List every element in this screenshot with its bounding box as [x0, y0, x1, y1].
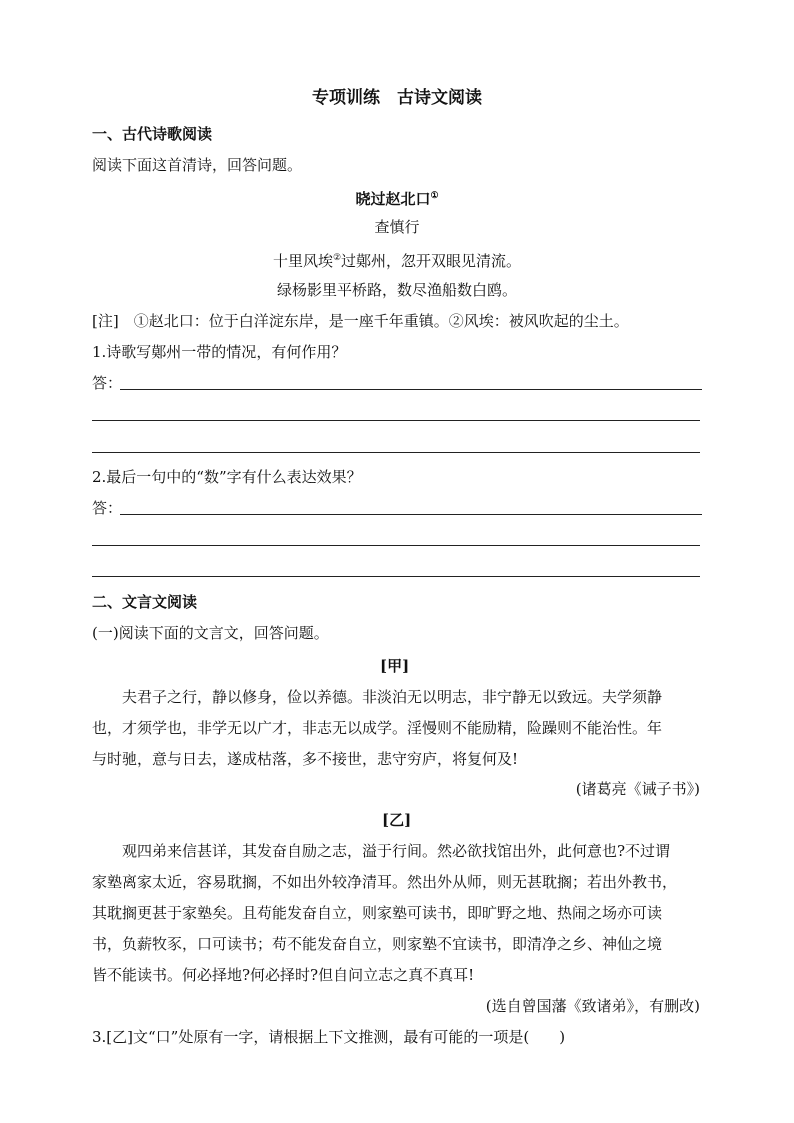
section2-intro: (一)阅读下面的文言文，回答问题。 — [92, 624, 329, 642]
poem-line-1-start: 十里风埃 — [272, 252, 333, 270]
passage-yi-line: 其耽搁更甚于家塾矣。且苟能发奋自立，则家塾可读书，即旷野之地、热闹之场亦可读 — [92, 904, 663, 922]
page-title: 专项训练 古诗文阅读 — [312, 88, 482, 108]
passage-yi-line: 皆不能读书。何必择地?何必择时?但自问立志之真不真耳! — [92, 966, 475, 984]
answer-line[interactable] — [92, 545, 700, 546]
passage-jia-source: (诸葛亮《诫子书》) — [575, 780, 700, 798]
passage-jia-line: 也，才须学也，非学无以广才，非志无以成学。淫慢则不能励精，险躁则不能治性。年 — [92, 719, 663, 737]
answer-line[interactable] — [92, 420, 700, 421]
passage-jia-label: [甲] — [380, 657, 410, 675]
question-2: 2.最后一句中的“数”字有什么表达效果？ — [92, 468, 362, 486]
poem-line-1-end: 过鄚州，忽开双眼见清流。 — [341, 252, 522, 270]
answer-line[interactable] — [120, 389, 702, 390]
answer-line[interactable] — [120, 514, 702, 515]
poem-title — [0, 186, 794, 209]
section2-heading: 二、文言文阅读 — [92, 593, 198, 611]
poem-title-text: 晓过赵北口 — [355, 190, 431, 208]
passage-jia-line: 与时驰，意与日去，遂成枯落，多不接世，悲守穷庐，将复何及! — [92, 750, 519, 768]
passage-yi-line: 观四弟来信甚详，其发奋自励之志，溢于行间。然必欲找馆出外，此何意也?不过谓 — [122, 842, 671, 860]
question-1: 1.诗歌写鄚州一带的情况，有何作用？ — [92, 343, 347, 361]
poem-author: 查慎行 — [374, 218, 420, 236]
section1-heading: 一、古代诗歌阅读 — [92, 125, 213, 143]
answer-line[interactable] — [92, 576, 700, 577]
passage-yi-source: (选自曾国藩《致诸弟》，有删改) — [485, 997, 700, 1015]
passage-yi-line: 书，负薪牧豕，口可读书；苟不能发奋自立，则家塾不宜读书，即清净之乡、神仙之境 — [92, 935, 663, 953]
passage-yi-line: 家塾离家太近，容易耽搁，不如出外较净清耳。然出外从师，则无甚耽搁；若出外教书， — [92, 873, 678, 891]
poem-title-footnote-mark: ① — [430, 191, 439, 201]
answer-line[interactable] — [92, 452, 700, 453]
poem-line-2: 绿杨影里平桥路，数尽渔船数白鸥。 — [276, 281, 517, 299]
passage-jia-line: 夫君子之行，静以修身，俭以养德。非淡泊无以明志，非宁静无以致远。夫学须静 — [122, 688, 663, 706]
poem-line-1-footnote-mark: ② — [332, 253, 342, 263]
answer-label-1: 答： — [92, 374, 123, 392]
poem-line-1 — [0, 248, 794, 271]
section1-intro: 阅读下面这首清诗，回答问题。 — [92, 156, 303, 174]
question-3: 3.[乙]文“口”处原有一字，请根据上下文推测，最有可能的一项是( ) — [92, 1028, 566, 1046]
answer-label-2: 答： — [92, 499, 123, 517]
poem-note: [注] ①赵北口：位于白洋淀东岸，是一座千年重镇。②风埃：被风吹起的尘土。 — [92, 312, 629, 330]
passage-yi-label: [乙] — [382, 811, 412, 829]
